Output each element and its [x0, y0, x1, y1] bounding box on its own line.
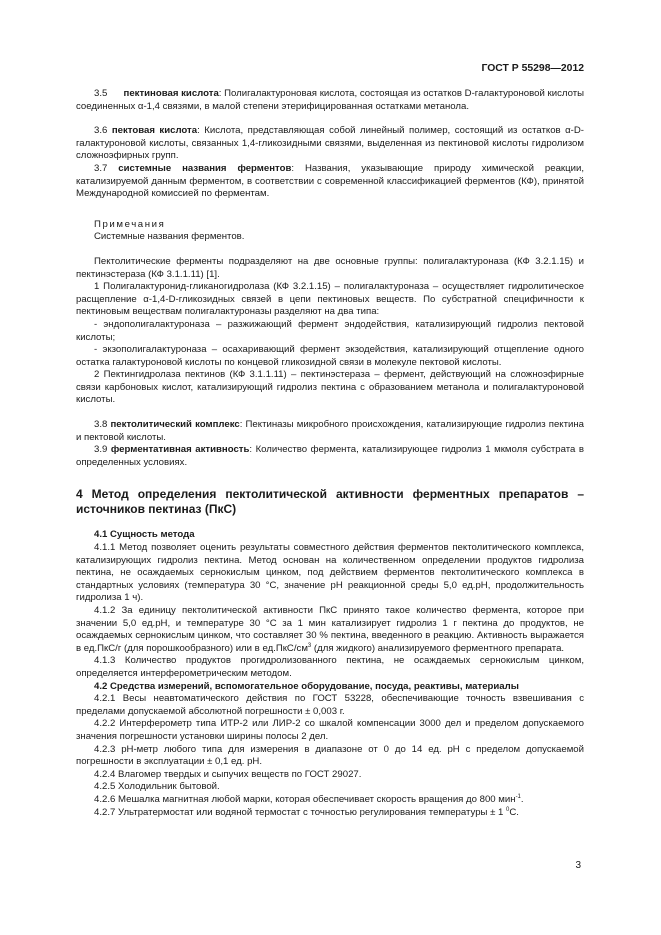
pectolytic-intro: Пектолитические ферменты подразделяют на две основные группы: полигалактуроназа (КФ 3.2.1.15) и пектинэстераза (КФ 3.1.1.11) [1]. [76, 255, 584, 280]
definition-3-6: 3.6 пектовая кислота: Кислота, представляющая собой линейный полимер, состоящий из остатков α-D-галактуроновой кислоты, связанных 1,4-гликозидными связями, выделенная из пектиновой кислоты гидролизом сложноэфирных групп. [76, 125, 584, 162]
para-4-2-7: 4.2.7 Ультратермостат или водяной термостат с точностью регулирования температуры ± 1 $^0$С. [94, 806, 519, 818]
para-4-1-2: 4.1.2 За единицу пектолитической активности ПкС принято такое количество фермента, которое при значении 5,0 ед.рН, и температуре 30 °С за 1 мин катализирует гидролиз 1 г пектина до продуктов, не осаждаемых сернокислым цинком, что составляет 30 % пектина, введенного в реакцию. Активность выражается в ед.ПкС/г (для порошкообразного) или в $ед.ПкС/см^3$ (для жидкого) анализируемого ферментного препарата. [76, 605, 584, 654]
pectolytic-dash-1: - эндополигалактуроназа – разжижающий фермент эндодействия, катализирующий гидролиз пектовой кислоты; [76, 318, 584, 343]
term: системные названия ферментов [118, 162, 292, 174]
para-4-2-2: 4.2.2 Интерферометр типа ИТР-2 или ЛИР-2 со шкалой компенсации 3000 дел и пределом допускаемого значения погрешности установки ширины полосы 2 дел. [76, 718, 584, 742]
pectolytic-dash-2: - экзополигалактуроназа – осахаривающий фермент экзодействия, катализирующий отщепление одного остатка галактуроновой кислоты по концевой гликозидной связи в молекуле пектовой кислоты. [76, 344, 584, 368]
note-title: Примечания [94, 218, 166, 230]
standard-code: ГОСТ Р 55298—2012 [481, 63, 584, 74]
term: ферментативная активность [110, 444, 250, 456]
para-4-2-4: 4.2.4 Влагомер твердых и сыпучих веществ по ГОСТ 29027. [94, 768, 362, 780]
para-4-2-3: 4.2.3 рН-метр любого типа для измерения в диапазоне от 0 до 14 ед. рН с пределом допускаемой погрешности в эксплуатации ± 0,1 ед. рН. [76, 743, 584, 768]
term: пектиновая кислота [123, 88, 219, 99]
pectolytic-item-1: 1 Полигалактуронид-гликаногидролаза (КФ 3.2.1.15) – полигалактуроназа – осуществляет гидролитическое расщепление α-1,4-D-гликозидных связей в цепи пектиновых веществ. По субстратной специфичности к пектиновым веществам полигалактуроназы разделяют на два типа: [76, 281, 584, 318]
page-number: 3 [575, 860, 581, 871]
note-text: Системные названия ферментов. [94, 231, 245, 243]
para-4-1-3: 4.1.3 Количество продуктов прогидролизованного пектина, не осаждаемых сернокислым цинком, определяется интерферометрическим методом. [76, 655, 584, 679]
section-4-heading: 4 Метод определения пектолитической активности ферментных препаратов – источников пектиназ (ПкС) [76, 487, 584, 517]
definition-3-9: 3.9 ферментативная активность: Количество фермента, катализирующее гидролиз 1 мкмоля субстрата в определенных условиях. [76, 444, 584, 468]
definition-3-5: 3.5 пектиновая кислота: Полигалактуроновая кислота, состоящая из остатков D-галактуроновой кислоты соединенных α-1,4 связями, в малой степени этерифицированная остатками метанола. [76, 88, 584, 112]
page-content [76, 88, 584, 819]
para-4-1-1: 4.1.1 Метод позволяет оценить результаты совместного действия ферментов пектолитического комплекса, катализирующих гидролиз пектина. Метод основан на количественном определении продуктов гидролиза пектина, не осаждаемых сернокислым цинком, под действием ферментов пектолитического комплекса в стандартных условиях (температура 30 °С, значение рН реакционной среды 5,0 ед.рН, продолжительность гидролиза 1 ч). [76, 542, 584, 604]
para-4-2-5: 4.2.5 Холодильник бытовой. [94, 781, 220, 793]
term: пектовая кислота [111, 125, 198, 137]
subsection-4-1-title: 4.1 Сущность метода [94, 529, 195, 541]
pectolytic-item-2: 2 Пектингидролаза пектинов (КФ 3.1.1.11) – пектинэстераза – фермент, действующий на сложноэфирные связи карбоновых кислот, катализирующий гидролиз пектина с образованием метанола и полигалактуроновой кислоты. [76, 369, 584, 406]
term: пектолитический комплекс [110, 419, 240, 431]
subsection-4-2-title: 4.2 Средства измерений, вспомогательное оборудование, посуда, реактивы, материалы [94, 680, 519, 692]
definition-3-8: 3.8 пектолитический комплекс: Пектиназы микробного происхождения, катализирующие гидролиз пектина и пектовой кислоты. [76, 419, 584, 443]
definition-3-7: 3.7 системные названия ферментов: Названия, указывающие природу химической реакции, катализируемой данным ферментом, в соответствии с современной классификацией ферментов (КФ), принятой Международной комиссией по ферментам. [76, 162, 584, 200]
para-4-2-1: 4.2.1 Весы неавтоматического действия по ГОСТ 53228, обеспечивающие точность взвешивания с пределами допускаемой абсолютной погрешности ± 0,003 г. [76, 693, 584, 717]
para-4-2-6: 4.2.6 Мешалка магнитная любой марки, которая обеспечивает скорость вращения до 800 мин$^{-1}$. [94, 793, 524, 805]
